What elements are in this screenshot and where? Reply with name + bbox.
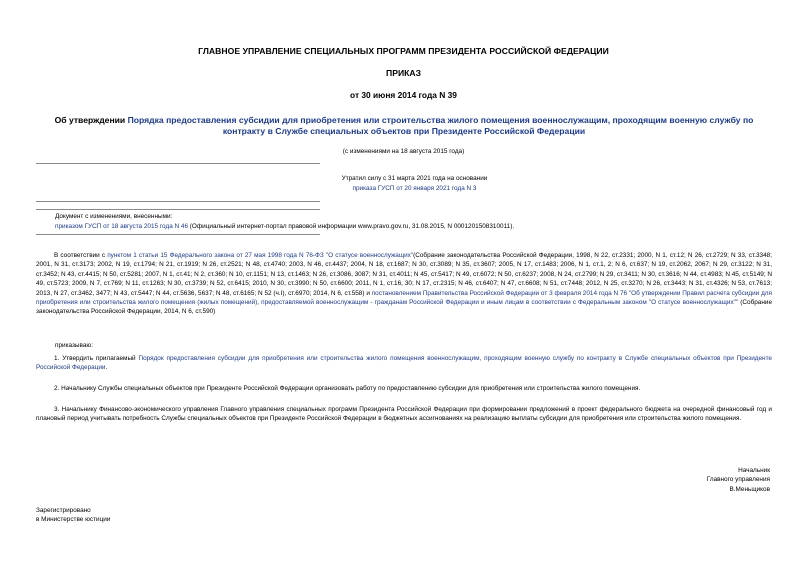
document-changes-label: Документ с изменениями, внесенными: xyxy=(55,213,173,220)
registration-block xyxy=(36,506,236,525)
lost-force-link[interactable]: приказа ГУСП от 20 января 2021 года N 3 xyxy=(352,184,477,192)
document-changes-source xyxy=(55,222,775,232)
signature-block xyxy=(640,466,770,494)
order-item-3: 3. Начальнику Финансово-экономического управления Главного управления специальных программ Президента Российской Федерации при формировании предложений в проект федерального бюджета на очередной финансовый год и плановый период учитывать потребность Службы специальных объектов при Президенте Российской Федерации в бюджетных ассигнованиях на реализацию выплаты субсидии для приобретения или строительства жилого помещения. xyxy=(36,406,772,423)
document-type: ПРИКАЗ xyxy=(386,68,421,78)
document-date-number: от 30 июня 2014 года N 39 xyxy=(350,90,457,100)
government-decree-link[interactable]: постановлением Правительства Российской Федерации от 3 февраля 2014 года N 76 "Об утверждении Правил расчета субсидии для приобретения или строительства жилого помещения (жилых помещений), предоставляемой военнослужащим - гражданам Российской Федерации и иным лицам в соответствии с Федеральным законом "О статусе военнослужащих"" xyxy=(36,289,772,307)
preamble-paragraph xyxy=(36,251,772,317)
divider xyxy=(36,163,320,164)
lost-force-block xyxy=(312,174,517,193)
title-prefix: Об утверждении xyxy=(54,115,128,125)
lost-force-text: Утратил силу с 31 марта 2021 года на основании xyxy=(341,175,488,182)
signature-name: В.Меньщиков xyxy=(729,485,770,493)
changes-note: (с изменениями на 18 августа 2015 года) xyxy=(342,148,465,155)
registration-line-1: Зарегистрировано xyxy=(36,507,91,514)
document-title xyxy=(36,115,772,137)
order-item-1 xyxy=(36,354,772,373)
procedure-link[interactable]: Порядок предоставления субсидии для приобретения или строительства жилого помещения военнослужащим, проходящим военную службу по контракту в Службе специальных объектов при Президенте Российской Федерации xyxy=(36,355,772,372)
item-1-suffix: . xyxy=(105,364,108,372)
preamble-decree-citation: (Собрание законодательства Российской Федерации, 2014, N 6, ст.590) xyxy=(36,299,773,316)
registration-line-2: в Министерстве юстиции xyxy=(36,516,111,524)
preamble-citations: (Собрание законодательства Российской Федерации, 1998, N 22, ст.2331; 2000, N 1, ст.12; N 26, ст.2729; N 33, ст.3348; 2001, N 31, ст.3173; 2002, N 19, ст.1794; N 21, ст.1919; N 26, ст.2521; N 48, ст.4740; 2003, N 46, ст.4437; 2004, N 18, ст.1687; N 30, ст.3089; N 35, ст.3607; 2005, N 17, ст.1483; 2006, N 1, ст.1, 2; N 6, ст.637; N 19, ст.2062, 2067; N 29, ст.3122; N 31, ст.3452; N 43, ст.4415; N 50, ст.5281; 2007, N 1, ст.41; N 2, ст.360; N 10, ст.1151; N 13, ст.1463; N 26, ст.3086, 3087; N 31, ст.4011; N 45, ст.5417; N 49, ст.6072; N 50, ст.6237; 2008, N 24, ст.2799; N 29, ст.3411; N 30, ст.3616; N 44, ст.4983; N 45, ст.5149; N 49, ст.5723; 2009, N 7, ст.769; N 11, ст.1263; N 30, ст.3739; N 52, ст.6415; 2010, N 30, ст.3990; N 50, ст.6600; 2011, N 1, ст.16, 30; N 17, ст.2315; N 46, ст.6407; N 47, ст.6608; N 51, ст.7448; 2012, N 25, ст.3270; N 26, ст.3443; N 31, ст.4326; N 53, ст.7613; 2013, N 27, ст.3462, 3477; N 43, ст.5447; N 44, ст.5636, 5637; N 48, ст.6165; N 52 (ч.I), ст.6970; 2014, N 6, ст.558) и xyxy=(36,252,772,297)
issuing-organization: ГЛАВНОЕ УПРАВЛЕНИЕ СПЕЦИАЛЬНЫХ ПРОГРАММ ПРЕЗИДЕНТА РОССИЙСКОЙ ФЕДЕРАЦИИ xyxy=(198,46,609,56)
amending-order-publication: (Официальный интернет-портал правовой информации www.pravo.gov.ru, 31.08.2015, N 0001201508310011). xyxy=(188,222,515,230)
divider xyxy=(36,234,320,235)
document-changes-block xyxy=(55,212,775,231)
preamble-intro: В соответствии с xyxy=(54,252,108,259)
item-1-prefix: 1. Утвердить прилагаемый xyxy=(54,355,139,362)
order-item-2: 2. Начальнику Службы специальных объектов при Президенте Российской Федерации организовать работу по предоставлению субсидии для приобретения или строительства жилого помещения. xyxy=(54,385,641,392)
signature-position: Начальник xyxy=(738,467,770,474)
divider xyxy=(36,201,320,202)
amending-order-link[interactable]: приказом ГУСП от 18 августа 2015 года N 46 xyxy=(55,222,189,230)
federal-law-link[interactable]: пунктом 1 статьи 15 Федерального закона от 27 мая 1998 года N 76-ФЗ "О статусе военнослужащих" xyxy=(107,252,414,259)
signature-department: Главного управления xyxy=(706,476,770,484)
title-procedure-link[interactable]: Порядка предоставления субсидии для приобретения или строительства жилого помещения военнослужащим, проходящим военную службу по контракту в Службе специальных объектов при Президенте Российской Федерации xyxy=(127,115,754,137)
divider xyxy=(36,209,320,210)
order-word: приказываю: xyxy=(55,342,93,349)
